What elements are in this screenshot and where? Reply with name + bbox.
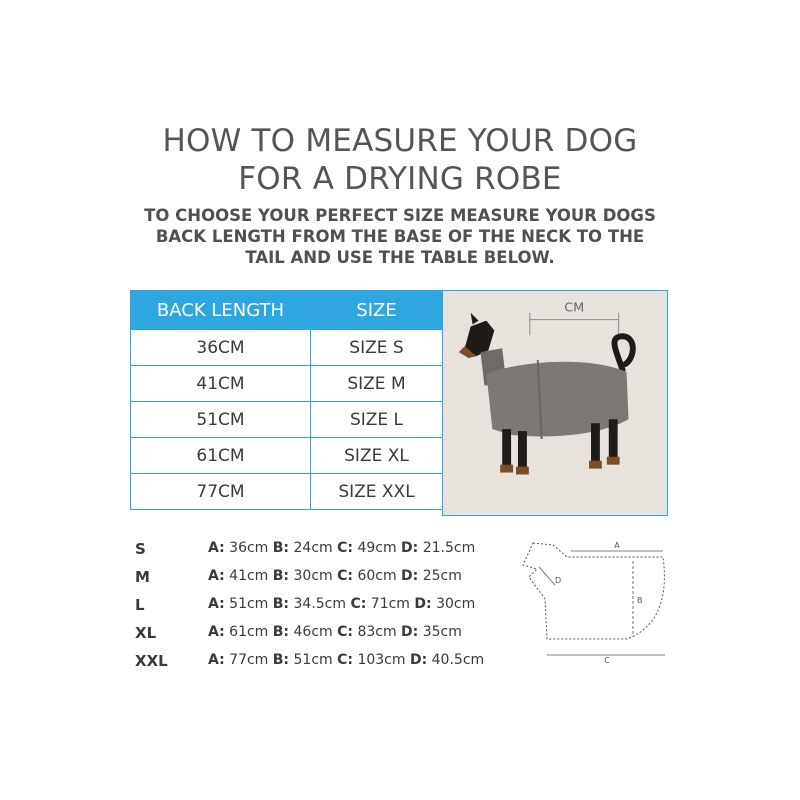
table-row	[131, 402, 443, 438]
table-row	[131, 366, 443, 402]
measurement-size: S	[135, 540, 146, 558]
size-cell: SIZE XXL	[311, 474, 443, 510]
measurement-values	[208, 568, 462, 584]
measurement-values	[208, 540, 475, 556]
paw	[589, 461, 602, 469]
paw	[516, 467, 529, 475]
robe-body	[486, 362, 628, 437]
label-a: A:	[208, 624, 225, 640]
instructions-line-1: TO CHOOSE YOUR PERFECT SIZE MEASURE YOUR DOGS	[144, 206, 656, 225]
measurement-values	[208, 596, 475, 612]
label-d: D	[555, 576, 562, 585]
table-row	[131, 438, 443, 474]
table-row	[131, 330, 443, 366]
size-table	[130, 290, 443, 510]
label-b: B:	[272, 568, 290, 584]
value-a: 41cm	[229, 568, 269, 584]
value-b: 46cm	[293, 624, 333, 640]
paw	[607, 457, 620, 465]
value-b: 34.5cm	[293, 596, 347, 612]
paw	[500, 465, 513, 473]
label-c: C:	[337, 652, 353, 668]
size-cell: SIZE XL	[311, 438, 443, 474]
back-length-cell: 61CM	[131, 438, 311, 474]
back-leg-2	[609, 419, 618, 462]
value-a: 36cm	[229, 540, 269, 556]
size-cell: SIZE M	[311, 366, 443, 402]
value-c: 71cm	[370, 596, 410, 612]
value-a: 77cm	[229, 652, 269, 668]
value-c: 49cm	[357, 540, 397, 556]
dog-ear	[471, 313, 479, 325]
measurement-values	[208, 624, 462, 640]
title-line-1: HOW TO MEASURE YOUR DOG	[162, 123, 638, 159]
size-cell: SIZE L	[311, 402, 443, 438]
dimension-d-line	[539, 567, 555, 585]
title-line-2: FOR A DRYING ROBE	[238, 161, 562, 197]
value-c: 83cm	[357, 624, 397, 640]
measurement-values	[208, 652, 484, 668]
label-c: C:	[350, 596, 367, 612]
value-c: 103cm	[357, 652, 406, 668]
dog-photo	[442, 290, 668, 516]
front-leg-2	[518, 431, 527, 472]
label-b: B:	[272, 652, 290, 668]
label-b: B:	[272, 596, 290, 612]
label-b: B	[637, 596, 643, 605]
label-d: D:	[409, 652, 428, 668]
table-header-row	[131, 291, 443, 330]
measurement-size: XXL	[135, 652, 168, 670]
page-title	[0, 122, 800, 198]
label-a: A:	[208, 596, 225, 612]
label-d: D:	[401, 624, 419, 640]
value-b: 24cm	[293, 540, 333, 556]
label-a: A:	[208, 540, 225, 556]
value-d: 40.5cm	[431, 652, 485, 668]
label-c: C	[604, 656, 610, 665]
header-back-length: BACK LENGTH	[131, 291, 311, 330]
dog-in-robe-illustration	[443, 291, 666, 514]
header-size: SIZE	[311, 291, 443, 330]
label-d: D:	[401, 568, 419, 584]
label-a: A	[614, 541, 620, 550]
instructions-line-2: BACK LENGTH FROM THE BASE OF THE NECK TO THE	[155, 227, 645, 246]
measurement-size: M	[135, 568, 150, 586]
label-d: D:	[401, 540, 419, 556]
front-leg-1	[502, 429, 511, 470]
size-cell: SIZE S	[311, 330, 443, 366]
back-length-cell: 41CM	[131, 366, 311, 402]
value-a: 61cm	[229, 624, 269, 640]
measure-label: CM	[564, 300, 585, 316]
label-a: A:	[208, 652, 225, 668]
label-c: C:	[337, 568, 353, 584]
value-d: 35cm	[422, 624, 462, 640]
table-row	[131, 474, 443, 510]
measurement-size: XL	[135, 624, 157, 642]
back-length-cell: 51CM	[131, 402, 311, 438]
value-b: 30cm	[293, 568, 333, 584]
instructions-line-3: TAIL AND USE THE TABLE BELOW.	[245, 248, 555, 267]
label-d: D:	[414, 596, 432, 612]
label-b: B:	[272, 624, 290, 640]
instructions	[0, 205, 800, 268]
measurement-size: L	[135, 596, 145, 614]
label-b: B:	[272, 540, 290, 556]
back-length-cell: 77CM	[131, 474, 311, 510]
value-b: 51cm	[293, 652, 333, 668]
tail	[614, 336, 632, 370]
value-c: 60cm	[357, 568, 397, 584]
label-c: C:	[337, 540, 353, 556]
label-a: A:	[208, 568, 225, 584]
value-d: 25cm	[422, 568, 462, 584]
label-c: C:	[337, 624, 353, 640]
value-d: 21.5cm	[422, 540, 476, 556]
back-length-cell: 36CM	[131, 330, 311, 366]
robe-measurement-diagram	[515, 535, 675, 665]
value-d: 30cm	[436, 596, 476, 612]
value-a: 51cm	[229, 596, 269, 612]
back-leg-1	[591, 423, 600, 466]
robe-outline	[523, 543, 664, 639]
